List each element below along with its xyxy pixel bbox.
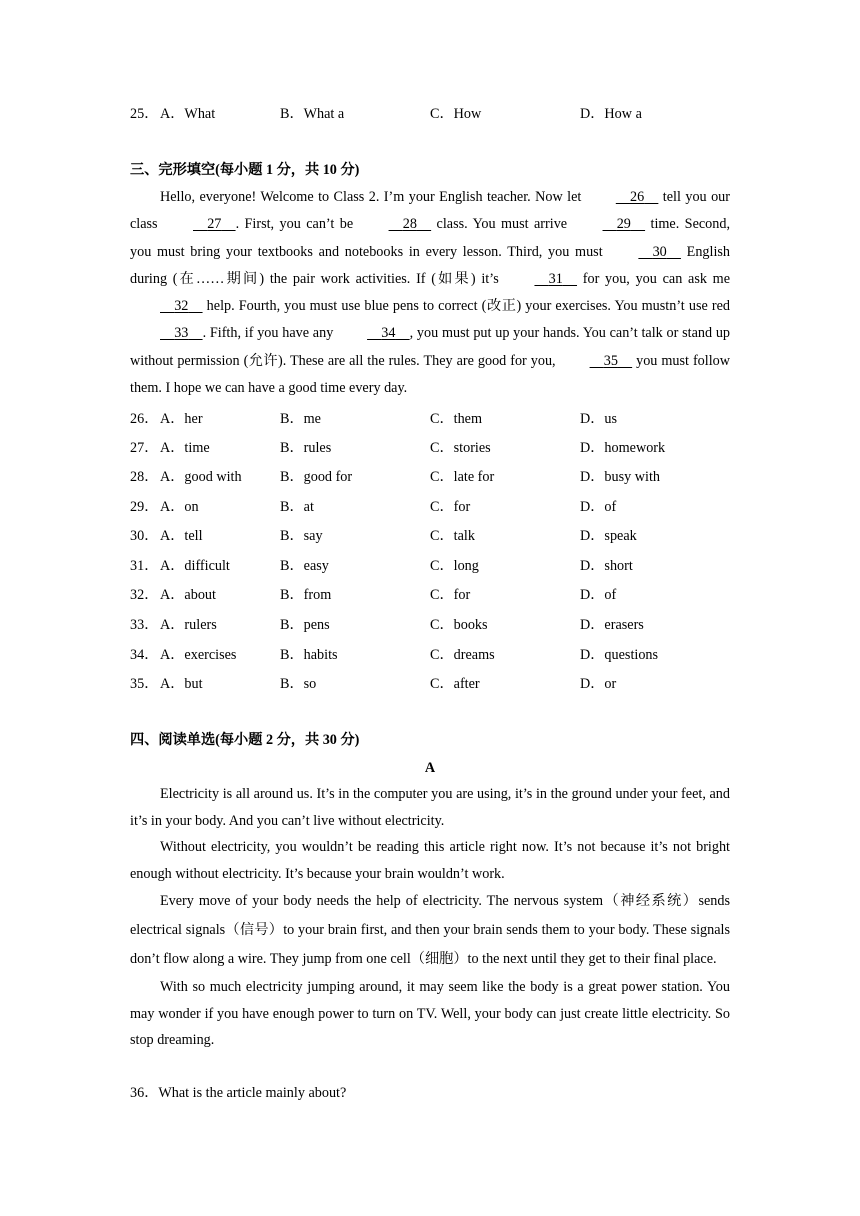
option-c: C．long: [430, 558, 479, 574]
option-b: B．rules: [280, 440, 332, 456]
question-25: [130, 104, 730, 124]
option-a: A．difficult: [160, 558, 230, 574]
question-30: 30． A．tell B．say C．talk D．speak: [130, 528, 637, 544]
option-a: A．exercises: [160, 647, 237, 663]
question-29: 29． A．on B．at C．for D．of: [130, 499, 617, 515]
question-26: 26． A．her B．me C．them D．us: [130, 411, 618, 427]
option-a: A．time: [160, 440, 210, 456]
blank-34: 34: [381, 325, 396, 342]
option-d: D．short: [580, 558, 633, 574]
question-27: 27． A．time B．rules C．stories D．homework: [130, 440, 666, 456]
option-c: C．them: [430, 411, 483, 427]
passage-paragraph: Every move of your body needs the help of electricity. The nervous system（神经系统）sends electrical signals（信号）to your brain first, and then your brain sends them to your body. These signals don’t flow along a wire. They jump from one cell（细胞）to the next until they get to their final place.: [130, 893, 730, 967]
option-c: C．for: [430, 587, 471, 603]
option-d: D．speak: [580, 528, 637, 544]
option-b: B．say: [280, 528, 323, 544]
option-d: D．erasers: [580, 617, 644, 633]
section-4-heading: 四、阅读单选(每小题 2 分，共 30 分): [130, 732, 360, 748]
option-d: D．of: [580, 499, 617, 515]
passage-paragraph: Without electricity, you wouldn’t be reading this article right now. It’s not because it’s not bright enough without electricity. It’s because your brain wouldn’t work.: [130, 839, 730, 882]
option-a: A．rulers: [160, 617, 217, 633]
option-b: B．me: [280, 411, 321, 427]
blank-30: 30: [652, 243, 667, 260]
blank-35: 35: [603, 352, 618, 369]
blank-32: 32: [174, 298, 189, 315]
blank-31: 31: [548, 270, 563, 287]
reading-passage: [130, 781, 730, 1054]
cloze-paragraph: Hello, everyone! Welcome to Class 2. I’m your English teacher. Now let 26 tell you our class 27 . First, you can’t be 28 class. You must arrive 29 time. Second, you must bring your textbooks and notebooks in every lesson. Third, you must 30 English during (在……期间) the pair work activities. If (如果) it’s 31 for you, you can ask me 32 help. Fourth, you must use blue pens to correct (改正) your exercises. You mustn’t use red 33 . Fifth, if you have any 34 , you must put up your hands. You can’t talk or stand up without permission (允许). These are all the rules. They are good for you, 35 you must follow them. I hope we can have a good time every day.: [130, 184, 730, 402]
question-36: 36．What is the article mainly about?: [130, 1085, 347, 1101]
cloze-passage: [130, 184, 730, 402]
question-35: 35． A．but B．so C．after D．or: [130, 676, 617, 692]
option-d: D．How a: [580, 106, 642, 122]
option-b: B．habits: [280, 647, 338, 663]
option-c: C．talk: [430, 528, 475, 544]
option-a: A．good with: [160, 469, 242, 485]
option-d: D．us: [580, 411, 618, 427]
question-32: 32． A．about B．from C．for D．of: [130, 587, 617, 603]
option-b: B．from: [280, 587, 332, 603]
question-31: 31． A．difficult B．easy C．long D．short: [130, 558, 633, 574]
question-number: 25．: [130, 106, 159, 122]
option-b: B．What a: [280, 106, 345, 122]
blank-28: 28: [402, 216, 417, 233]
option-b: B．easy: [280, 558, 329, 574]
section-3-heading: 三、完形填空(每小题 1 分，共 10 分): [130, 162, 360, 178]
question-34: 34． A．exercises B．habits C．dreams D．questions: [130, 647, 659, 663]
option-b: B．pens: [280, 617, 330, 633]
option-c: C．stories: [430, 440, 491, 456]
option-d: D．homework: [580, 440, 666, 456]
option-a: A．but: [160, 676, 203, 692]
blank-27: 27: [207, 216, 222, 233]
option-a: A．about: [160, 587, 216, 603]
option-a: A．tell: [160, 528, 203, 544]
option-c: C．for: [430, 499, 471, 515]
passage-paragraph: With so much electricity jumping around, it may seem like the body is a great power station. You may wonder if you have enough power to turn on TV. Well, your body can just create little electricity. So stop dreaming.: [130, 979, 730, 1048]
option-c: C．after: [430, 676, 480, 692]
option-d: D．or: [580, 676, 617, 692]
blank-26: 26: [629, 189, 645, 205]
blank-33: 33: [174, 325, 189, 342]
option-b: B．at: [280, 499, 314, 515]
option-c: C．How: [430, 106, 482, 122]
option-a: A．on: [160, 499, 199, 515]
option-d: D．questions: [580, 647, 659, 663]
passage-label: A: [424, 760, 436, 776]
option-b: B．so: [280, 676, 317, 692]
question-33: 33． A．rulers B．pens C．books D．erasers: [130, 617, 644, 633]
blank-29: 29: [616, 216, 631, 233]
option-d: D．of: [580, 587, 617, 603]
question-28: 28． A．good with B．good for C．late for D．busy with: [130, 469, 661, 485]
option-d: D．busy with: [580, 469, 661, 485]
option-c: C．dreams: [430, 647, 495, 663]
option-a: A．her: [160, 411, 203, 427]
option-a: A．What: [160, 106, 216, 122]
option-b: B．good for: [280, 469, 353, 485]
option-c: C．late for: [430, 469, 495, 485]
passage-paragraph: Electricity is all around us. It’s in the computer you are using, it’s in the ground under your feet, and it’s in your body. And you can’t live without electricity.: [130, 786, 730, 829]
option-c: C．books: [430, 617, 488, 633]
